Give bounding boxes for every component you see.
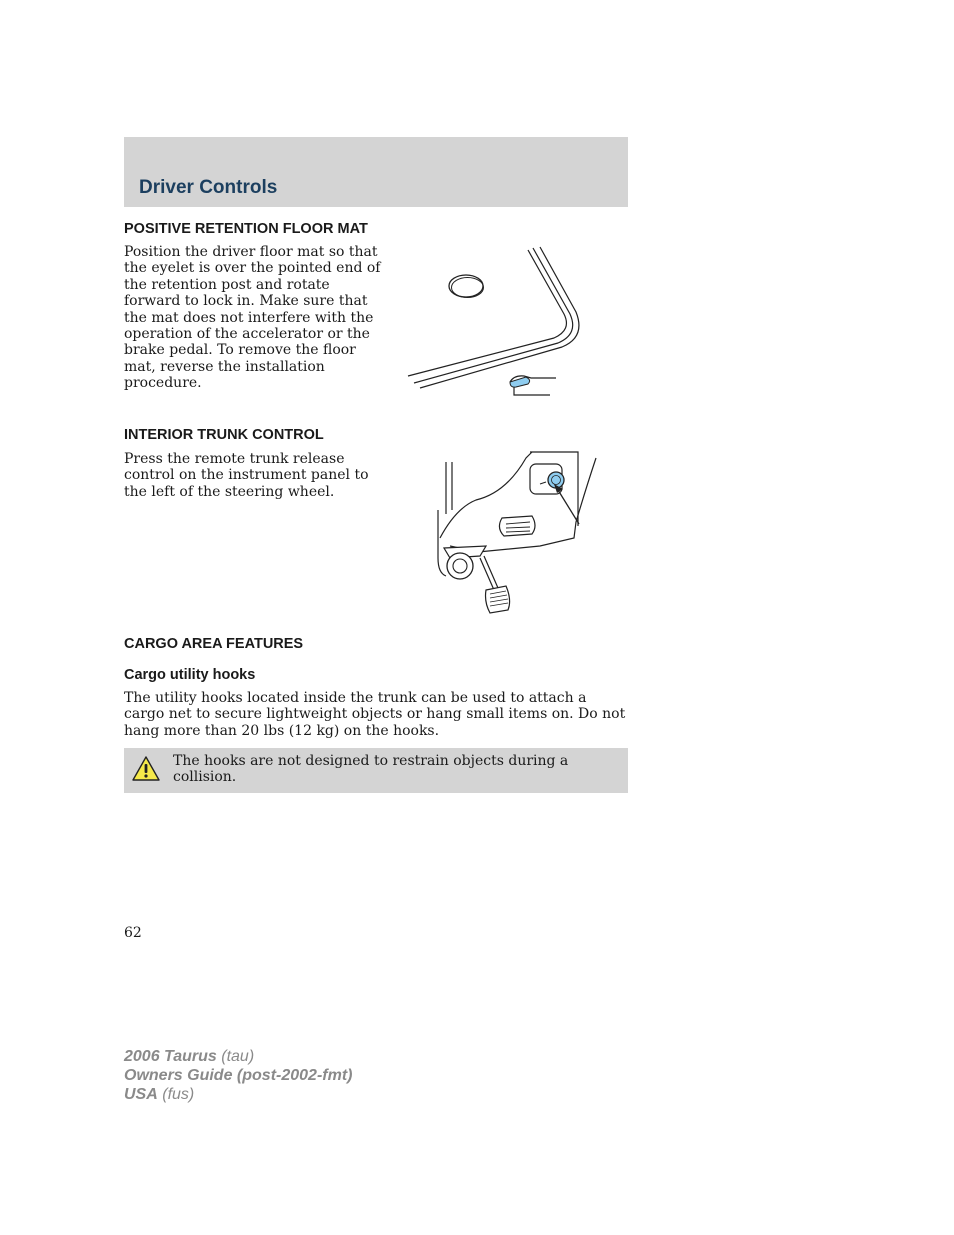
footer — [124, 1047, 352, 1104]
footer-line-1 — [124, 1047, 352, 1066]
trunk-release-illustration — [436, 448, 602, 616]
floor-mat-illustration — [404, 244, 584, 402]
trunk-control-heading: INTERIOR TRUNK CONTROL — [124, 427, 324, 443]
page-title: Driver Controls — [139, 177, 278, 198]
cargo-heading: CARGO AREA FEATURES — [124, 636, 304, 652]
footer-market: USA — [124, 1086, 158, 1103]
footer-line-3 — [124, 1085, 352, 1104]
footer-market-code: (fus) — [162, 1086, 195, 1103]
trunk-control-text: Press the remote trunk release control on the instrument panel to the left of the steering wheel. — [124, 451, 369, 500]
footer-model-code: (tau) — [221, 1048, 255, 1065]
footer-line-2 — [124, 1066, 352, 1085]
page-number: 62 — [124, 925, 142, 941]
warning-triangle-icon — [131, 755, 161, 782]
floor-mat-heading: POSITIVE RETENTION FLOOR MAT — [124, 221, 368, 237]
cargo-hooks-text: The utility hooks located inside the trunk can be used to attach a cargo net to secure lightweight objects or hang small items on. Do not hang more than 20 lbs (12 kg) on the hooks. — [124, 690, 626, 739]
floor-mat-text: Position the driver floor mat so that the eyelet is over the pointed end of the retention post and rotate forward to lock in. Make sure that the mat does not interfere with the operation of the accelerator or the brake pedal. To remove the floor mat, reverse the installation procedure. — [124, 244, 381, 392]
footer-model: 2006 Taurus — [124, 1048, 217, 1065]
warning-box — [124, 748, 628, 793]
warning-text: The hooks are not designed to restrain objects during a collision. — [173, 753, 569, 785]
cargo-hooks-subheading: Cargo utility hooks — [124, 667, 256, 683]
footer-guide: Owners Guide (post-2002-fmt) — [124, 1067, 353, 1084]
